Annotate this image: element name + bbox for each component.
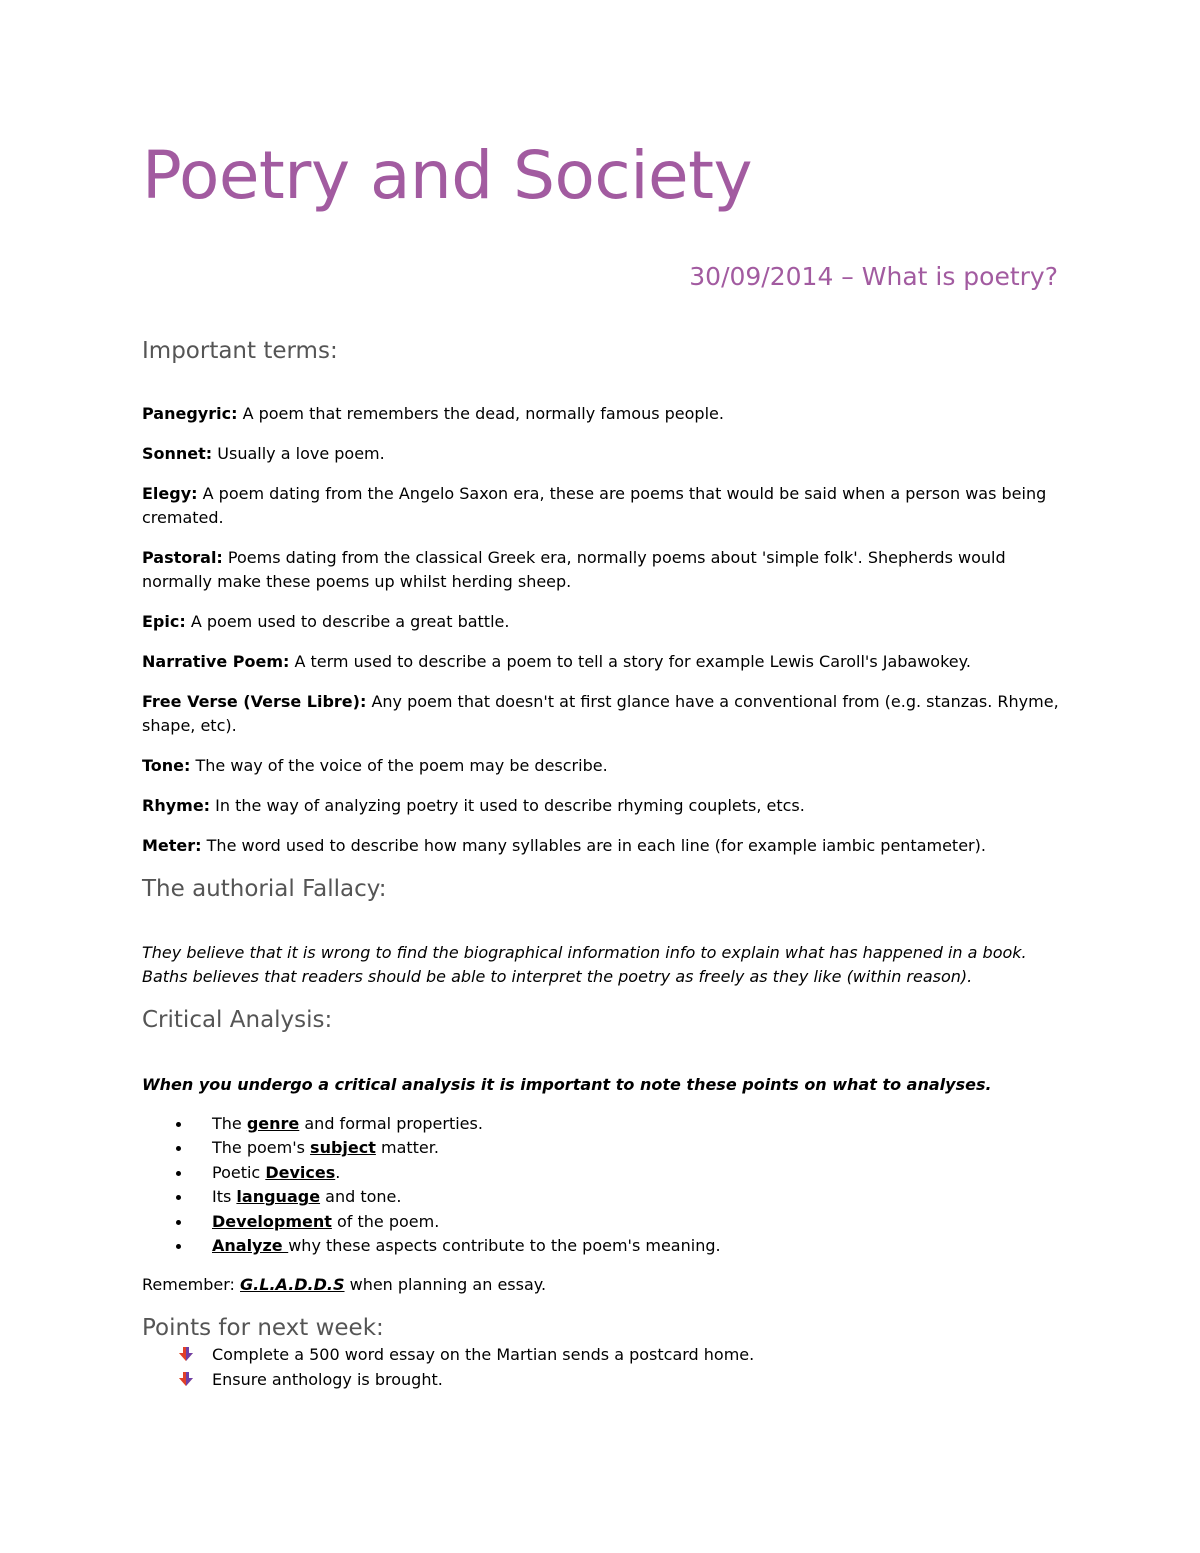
term-definition: A poem that remembers the dead, normally famous people. xyxy=(237,404,724,423)
term-entry xyxy=(142,402,1062,426)
term-entry xyxy=(142,610,1062,634)
term-entry xyxy=(142,754,1062,778)
remember-line xyxy=(142,1273,1062,1297)
next-week-item-text: Complete a 500 word essay on the Martian sends a postcard home. xyxy=(212,1345,755,1364)
term-entry xyxy=(142,442,1062,466)
bullet-keyword: Development xyxy=(212,1211,332,1231)
authorial-fallacy-heading: The authorial Fallacy: xyxy=(142,876,387,902)
bullet-text-after: . xyxy=(335,1162,341,1182)
list-item xyxy=(142,1136,721,1160)
critical-analysis-intro: When you undergo a critical analysis it is important to note these points on what to analyses. xyxy=(142,1075,992,1094)
bullet-text-after: and formal properties. xyxy=(299,1114,483,1133)
bullet-dot-icon xyxy=(176,1244,181,1249)
remember-label: Remember: xyxy=(142,1275,241,1294)
bullet-dot-icon xyxy=(176,1220,181,1225)
term-name: Pastoral: xyxy=(142,548,223,567)
bullet-keyword: genre xyxy=(246,1114,300,1133)
bullet-text-after: why these aspects contribute to the poem's meaning. xyxy=(288,1236,721,1256)
term-definition: Any poem that doesn't at first glance have a conventional from (e.g. stanzas. Rhyme, shape, etc). xyxy=(142,692,1059,735)
bullet-keyword: subject xyxy=(310,1138,376,1158)
term-name: Rhyme: xyxy=(142,796,211,815)
term-name: Free Verse (Verse Libre): xyxy=(142,692,367,711)
list-item xyxy=(142,1234,721,1258)
date-subtitle: 30/09/2014 – What is poetry? xyxy=(689,262,1058,291)
bullet-text-before: Its xyxy=(212,1187,237,1207)
remember-rest: when planning an essay. xyxy=(344,1275,547,1294)
term-entry xyxy=(142,546,1062,594)
list-item xyxy=(142,1112,721,1136)
term-name: Tone: xyxy=(142,756,191,775)
term-name: Panegyric: xyxy=(142,404,238,423)
term-definition: The word used to describe how many syllables are in each line (for example iambic pentameter). xyxy=(201,836,986,855)
term-entry xyxy=(142,650,1062,674)
list-item xyxy=(142,1342,754,1367)
term-definition: A poem used to describe a great battle. xyxy=(185,612,510,631)
term-entry xyxy=(142,482,1062,530)
critical-analysis-heading: Critical Analysis: xyxy=(142,1007,333,1033)
bullet-dot-icon xyxy=(176,1122,181,1127)
arrow-bullet-icon xyxy=(178,1346,194,1362)
authorial-fallacy-text: They believe that it is wrong to find the biographical information info to explain what has happened in a book. Baths believes that readers should be able to interpret the poetry as freely as they like (within reason). xyxy=(142,943,1027,986)
bullet-keyword: Analyze xyxy=(212,1236,289,1256)
next-week-item-text: Ensure anthology is brought. xyxy=(212,1370,443,1389)
bullet-text-after: of the poem. xyxy=(331,1211,440,1231)
bullet-dot-icon xyxy=(176,1146,181,1151)
term-definition: A term used to describe a poem to tell a story for example Lewis Caroll's Jabawokey. xyxy=(289,652,971,671)
bullet-text-after: matter. xyxy=(375,1138,439,1158)
term-name: Epic: xyxy=(142,612,186,631)
next-week-list xyxy=(142,1342,754,1392)
gladds-acronym: G.L.A.D.D.S xyxy=(240,1275,345,1294)
list-item xyxy=(142,1210,721,1234)
important-terms-heading: Important terms: xyxy=(142,338,338,364)
bullet-text-before: The poem's xyxy=(212,1138,311,1158)
term-name: Elegy: xyxy=(142,484,198,503)
bullet-keyword: language xyxy=(236,1187,321,1207)
term-entry xyxy=(142,794,1062,818)
bullet-dot-icon xyxy=(176,1195,181,1200)
term-name: Sonnet: xyxy=(142,444,213,463)
term-definition: In the way of analyzing poetry it used to describe rhyming couplets, etcs. xyxy=(210,796,805,815)
bullet-text-after: and tone. xyxy=(320,1187,402,1207)
analysis-points-list xyxy=(142,1112,721,1258)
page-title: Poetry and Society xyxy=(142,137,753,214)
next-week-heading: Points for next week: xyxy=(142,1315,384,1341)
list-item xyxy=(142,1161,721,1185)
term-definition: A poem dating from the Angelo Saxon era, these are poems that would be said when a person was being cremated. xyxy=(142,484,1047,527)
term-definition: The way of the voice of the poem may be describe. xyxy=(190,756,608,775)
bullet-keyword: Devices xyxy=(265,1162,336,1182)
term-definition: Poems dating from the classical Greek era, normally poems about 'simple folk'. Shepherds would normally make these poems up whilst herding sheep. xyxy=(142,548,1006,591)
bullet-dot-icon xyxy=(176,1171,181,1176)
bullet-text-before: The xyxy=(212,1114,247,1133)
list-item xyxy=(142,1185,721,1209)
term-entry xyxy=(142,690,1062,738)
arrow-bullet-icon xyxy=(178,1371,194,1387)
bullet-text-before: Poetic xyxy=(212,1162,266,1182)
term-name: Meter: xyxy=(142,836,202,855)
term-name: Narrative Poem: xyxy=(142,652,290,671)
term-entry xyxy=(142,834,1062,858)
term-definition: Usually a love poem. xyxy=(212,444,385,463)
list-item xyxy=(142,1367,754,1392)
terms-list xyxy=(142,402,1062,874)
